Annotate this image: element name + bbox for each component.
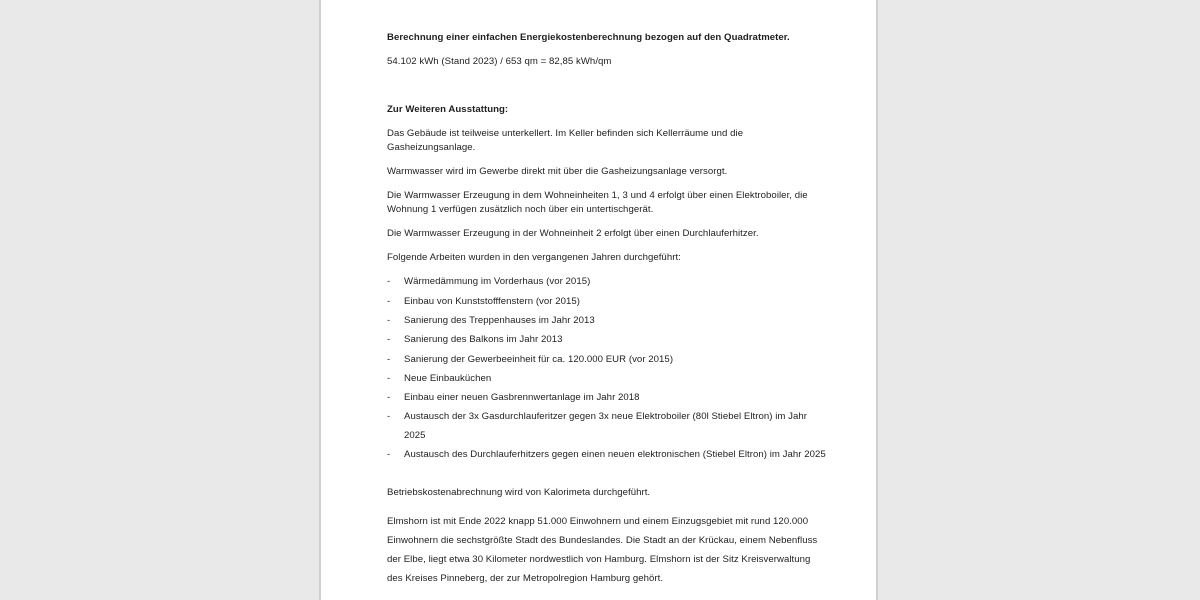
paragraph-elmshorn-line4: des Kreises Pinneberg, der zur Metropolregion Hamburg gehört. [387, 573, 664, 584]
paragraph-operating-costs: Betriebskostenabrechnung wird von Kalorimeta durchgeführt. [387, 487, 651, 498]
bullet-dash: - [387, 296, 391, 307]
paragraph-hot-water-commercial: Warmwasser wird im Gewerbe direkt mit über die Gasheizungsanlage versorgt. [387, 166, 728, 177]
list-item-text: Einbau einer neuen Gasbrennwertanlage im Jahr 2018 [404, 392, 640, 403]
list-item-text: Austausch des Durchlauferhitzers gegen einen neuen elektronischen (Stiebel Eltron) im Jahr 2025 [404, 449, 826, 460]
bullet-dash: - [387, 411, 391, 422]
bullet-dash: - [387, 392, 391, 403]
document-page [319, 0, 878, 600]
paragraph-elmshorn-line2: Einwohnern die sechstgrößte Stadt des Bundeslandes. Die Stadt an der Krückau, einem Nebenfluss [387, 535, 818, 546]
paragraph-basement-line2: Gasheizungsanlage. [387, 142, 476, 153]
list-item-text: Neue Einbauküchen [404, 373, 492, 384]
calculation-line: 54.102 kWh (Stand 2023) / 653 qm = 82,85 kWh/qm [387, 56, 612, 67]
list-item-text: Sanierung der Gewerbeeinheit für ca. 120.000 EUR (vor 2015) [404, 354, 674, 365]
list-item-text: Wärmedämmung im Vorderhaus (vor 2015) [404, 276, 591, 287]
bullet-dash: - [387, 449, 391, 460]
bullet-dash: - [387, 373, 391, 384]
paragraph-basement-line1: Das Gebäude ist teilweise unterkellert. Im Keller befinden sich Kellerräume und die [387, 128, 744, 139]
list-item-text-continuation: 2025 [404, 430, 426, 441]
paragraph-elmshorn-line3: der Elbe, liegt etwa 30 Kilometer nordwestlich von Hamburg. Elmshorn ist der Sitz Kreisverwaltung [387, 554, 811, 565]
paragraph-hot-water-units-line2: Wohnung 1 verfügen zusätzlich noch über ein untertischgerät. [387, 204, 654, 215]
list-item-text: Sanierung des Treppenhauses im Jahr 2013 [404, 315, 595, 326]
paragraph-works-intro: Folgende Arbeiten wurden in den vergangenen Jahren durchgeführt: [387, 252, 681, 263]
list-item-text: Sanierung des Balkons im Jahr 2013 [404, 334, 563, 345]
bullet-dash: - [387, 315, 391, 326]
paragraph-hot-water-units-line1: Die Warmwasser Erzeugung in dem Wohneinheiten 1, 3 und 4 erfolgt über einen Elektroboiler, die [387, 190, 808, 201]
bullet-dash: - [387, 276, 391, 287]
paragraph-hot-water-unit2: Die Warmwasser Erzeugung in der Wohneinheit 2 erfolgt über einen Durchlauferhitzer. [387, 228, 759, 239]
bullet-dash: - [387, 354, 391, 365]
document-heading: Berechnung einer einfachen Energiekostenberechnung bezogen auf den Quadratmeter. [387, 32, 790, 43]
bullet-dash: - [387, 334, 391, 345]
section-title: Zur Weiteren Ausstattung: [387, 104, 509, 115]
paragraph-elmshorn-line1: Elmshorn ist mit Ende 2022 knapp 51.000 Einwohnern und einem Einzugsgebiet mit rund 120.000 [387, 516, 809, 527]
list-item-text: Einbau von Kunststofffenstern (vor 2015) [404, 296, 581, 307]
list-item-text: Austausch der 3x Gasdurchlauferitzer gegen 3x neue Elektroboiler (80l Stiebel Eltron) im Jahr [404, 411, 807, 422]
